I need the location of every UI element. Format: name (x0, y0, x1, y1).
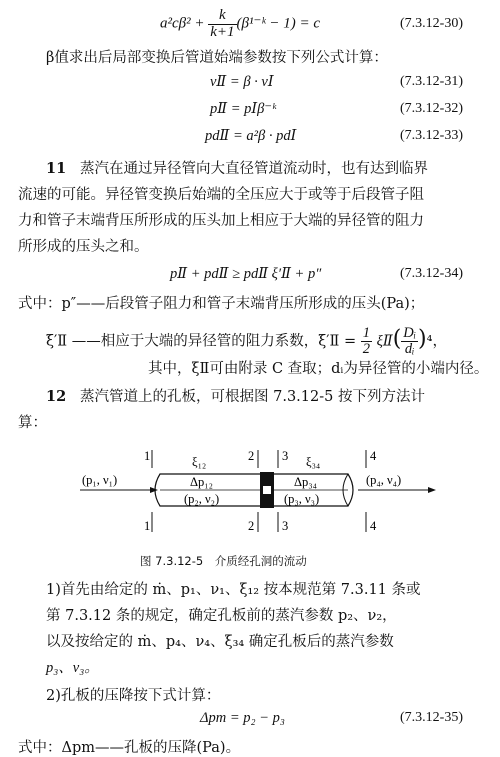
where-line-1: 式中：p″——后段管子阻力和管子末端背压所形成的压头(Pa)； (18, 296, 425, 312)
xi34-label: ξ₃₄ (306, 455, 321, 469)
paragraph-12-number: 12 (46, 388, 67, 405)
step1-line2: 第 7.3.12 条的规定，确定孔板前的蒸汽参数 p₂、ν₂， (46, 608, 397, 624)
diam-ratio-top: Dᵢ (403, 325, 417, 341)
equation-32: pⅡ = pⅠβ⁻ᵏ (210, 101, 277, 117)
section-label-2-top: 2 (248, 449, 255, 463)
figure-caption: 图 7.3.12-5 介质经孔洞的流动 (140, 554, 307, 568)
eq30-frac-top: k (208, 8, 236, 25)
paragraph-11-line2: 流速的可能。异径管变换后始端的全压应大于或等于后段管子阻 (18, 187, 424, 203)
section-label-4-bottom: 4 (370, 519, 377, 533)
xi-def-text: ξ′Ⅱ ——相应于大端的异径管的阻力系数，ξ′Ⅱ = (46, 333, 361, 350)
paragraph-12-text1: 蒸汽管道上的孔板，可根据图 7.3.12-5 按下列方法计 (80, 389, 425, 405)
paragraph-11-text1: 蒸汽在通过异径管向大直径管道流动时，也有达到临界 (80, 161, 429, 177)
equation-33: pdⅡ = a²β · pdⅠ (205, 128, 297, 144)
eq32-number: (7.3.12-32) (400, 101, 463, 116)
intro-text: β值求出后局部变换后管道始端参数按下列公式计算： (46, 50, 388, 66)
section-label-2-bottom: 2 (248, 519, 255, 533)
orifice-hole (263, 486, 271, 494)
paragraph-11-line4: 所形成的压头之和。 (18, 239, 149, 255)
right-paren: ) (418, 326, 427, 352)
eq30-tail: (β¹⁻ᵏ − 1) = c (236, 15, 321, 32)
eq31-number: (7.3.12-31) (400, 74, 463, 89)
dp12-label: Δp₁₂ (190, 475, 214, 489)
xi-note: 其中，ξⅡ可由附录 C 查取；dᵢ为异径管的小端内径。 (148, 361, 489, 377)
xi-half-top: 1 (362, 325, 370, 341)
dp34-label: Δp₃₄ (294, 475, 318, 489)
paragraph-12-line1 (46, 385, 425, 406)
eq30-frac-bot: k+1 (210, 23, 235, 40)
inlet-params: (p₁, ν₁) (82, 473, 118, 487)
section-label-1-bottom: 1 (144, 519, 151, 533)
section-label-1-top: 1 (144, 449, 151, 463)
equation-30 (160, 8, 320, 41)
diam-ratio-fraction (401, 326, 418, 357)
paragraph-11-line1 (46, 157, 428, 178)
outlet-params: (p₄, ν₄) (366, 473, 402, 487)
eq30-fraction (208, 8, 236, 41)
mid-right-params: (p₃, ν₃) (284, 492, 320, 506)
paragraph-11-line3: 力和管子末端背压所形成的压头加上相应于大端的异径管的阻力 (18, 213, 424, 229)
xi12-label: ξ₁₂ (192, 455, 207, 469)
xi-exponent-tail: ⁴， (426, 333, 447, 350)
outflow-arrowhead (428, 487, 436, 493)
xi-half-bot: 2 (362, 341, 370, 358)
xi-definition (46, 326, 447, 357)
xi-symbol: ξⅡ (376, 333, 393, 350)
eq34-number: (7.3.12-34) (400, 266, 463, 281)
step2-text: 2)孔板的压降按下式计算： (46, 688, 221, 704)
eq30-number: (7.3.12-30) (400, 16, 463, 31)
eq35-number: (7.3.12-35) (400, 710, 463, 725)
where-line-2: 式中：Δpm——孔板的压降(Pa)。 (18, 740, 241, 756)
left-paren: ( (392, 326, 402, 352)
diam-ratio-bot: dᵢ (404, 341, 415, 358)
paragraph-12-line2: 算： (18, 415, 47, 431)
eq30-part1: a²cβ² + (160, 15, 209, 32)
orifice-flow-diagram (80, 440, 440, 550)
section-label-3-top: 3 (282, 449, 289, 463)
section-label-3-bottom: 3 (282, 519, 289, 533)
section-label-4-top: 4 (370, 449, 377, 463)
step1-line3: 以及按给定的 ṁ、p₄、ν₄、ξ₃₄ 确定孔板后的蒸汽参数 (46, 634, 394, 650)
equation-31: νⅡ = β · νⅠ (210, 74, 274, 90)
step1-line4: p₃、ν₃。 (46, 660, 99, 676)
eq33-number: (7.3.12-33) (400, 128, 463, 143)
equation-34: pⅡ + pdⅡ ≥ pdⅡ ξ′Ⅱ + p″ (170, 266, 322, 282)
inflow-arrowhead (150, 487, 158, 493)
paragraph-11-number: 11 (46, 160, 67, 177)
xi-half-fraction (361, 326, 372, 357)
step1-line1: 1)首先由给定的 ṁ、p₁、ν₁、ξ₁₂ 按本规范第 7.3.11 条或 (46, 582, 421, 598)
mid-left-params: (p₂, ν₂) (184, 492, 220, 506)
equation-35: Δpm = p₂ − p₃ (200, 710, 285, 726)
